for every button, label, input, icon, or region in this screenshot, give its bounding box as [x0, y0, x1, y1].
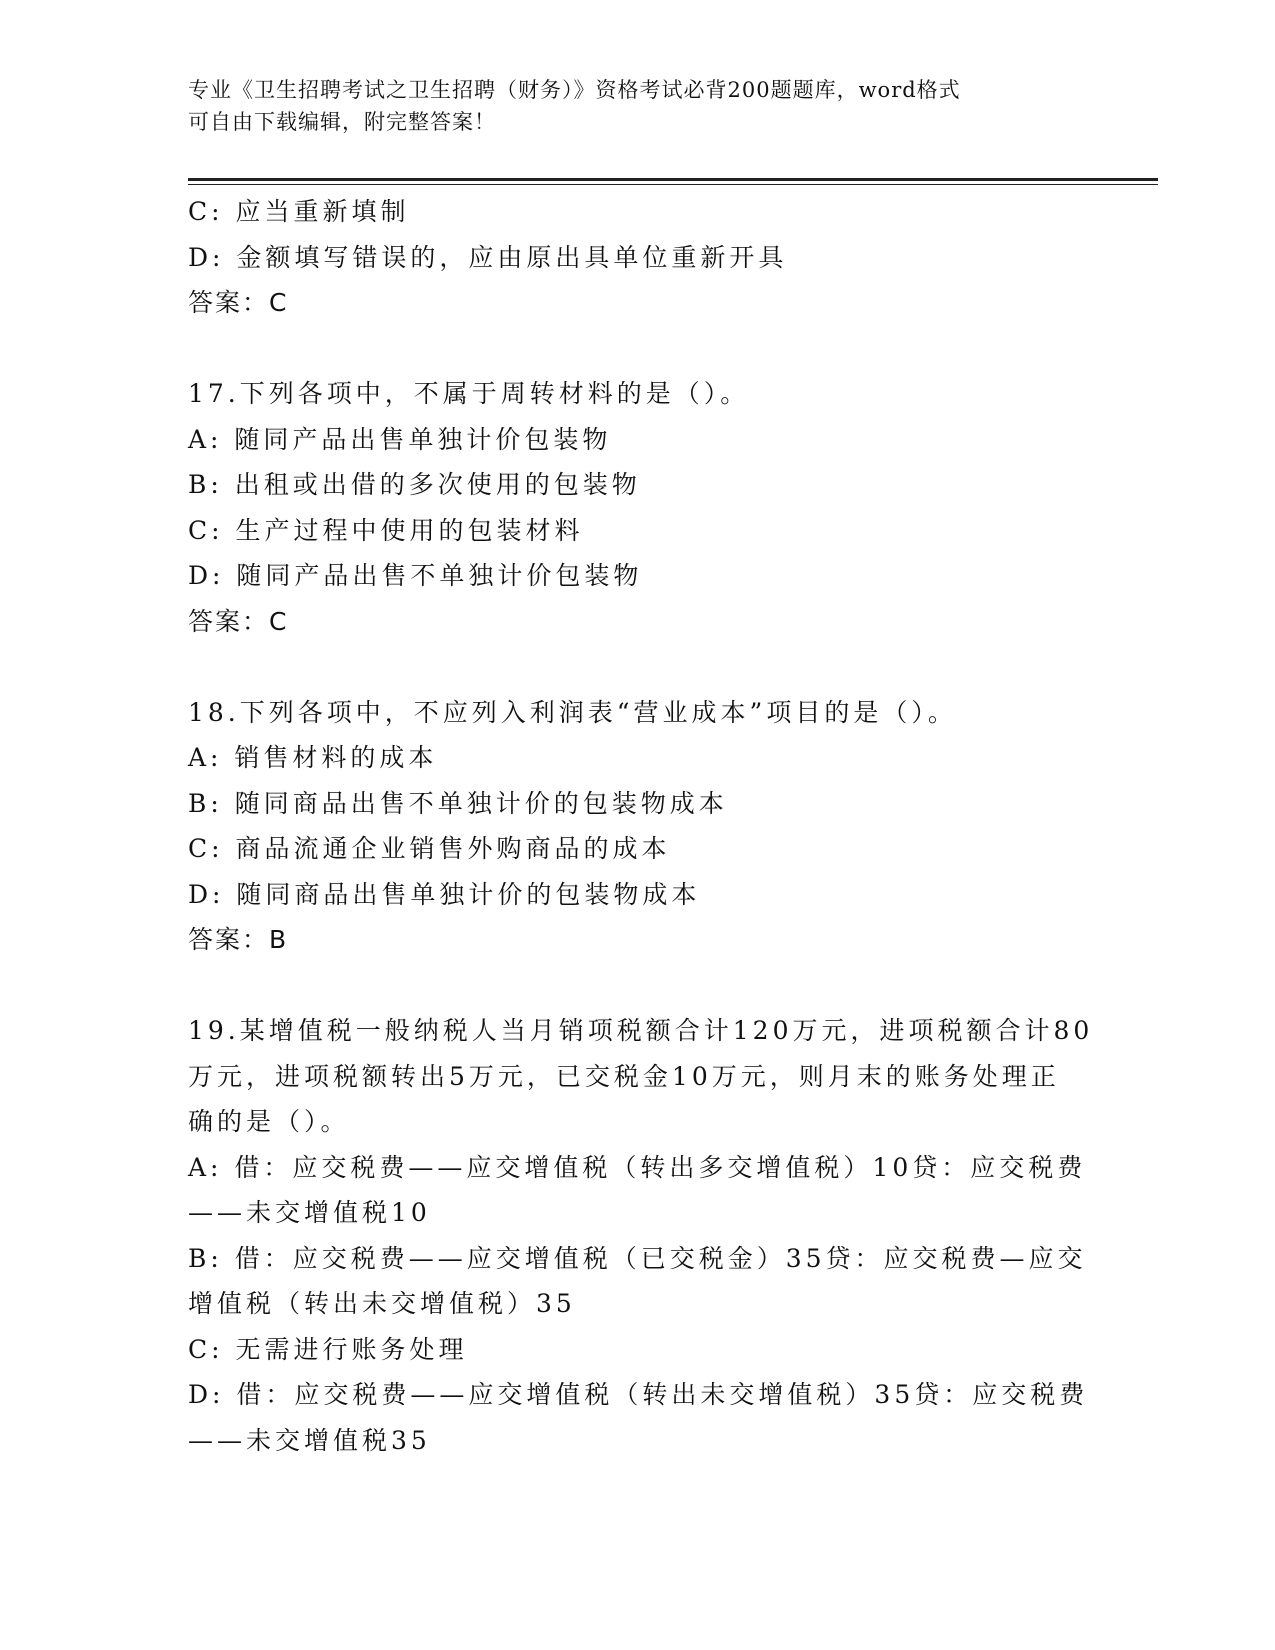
question-stem-line-1: 19.某增值税一般纳税人当月销项税额合计120万元，进项税额合计80 — [188, 1016, 1094, 1045]
question-stem: 18.下列各项中，不应列入利润表“营业成本”项目的是（）。 — [188, 697, 957, 727]
option-d-line-2: ——未交增值税35 — [188, 1425, 431, 1455]
option-a-line-2: ——未交增值税10 — [188, 1198, 431, 1227]
header-title-line-1: 专业《卫生招聘考试之卫生招聘（财务）》资格考试必背200题题库，word格式 — [188, 78, 961, 102]
option-a-line-1: A: 借：应交税费——应交增值税（转出多交增值税）10贷：应交税费 — [188, 1152, 1087, 1182]
question-stem-line-3: 确的是（）。 — [188, 1107, 350, 1136]
option-c: C: 商品流通企业销售外购商品的成本 — [188, 834, 671, 863]
answer: 答案：C — [188, 606, 289, 636]
previous-question-continuation — [188, 189, 1088, 326]
option-b-line-2: 增值税（转出未交增值税）35 — [188, 1289, 576, 1318]
option-c: C: 生产过程中使用的包装材料 — [188, 515, 584, 545]
header-divider-thick — [188, 178, 1158, 181]
option-b: B: 出租或出借的多次使用的包装物 — [188, 470, 641, 499]
option-c: C: 无需进行账务处理 — [188, 1334, 468, 1364]
question-18 — [188, 690, 1088, 963]
document-body — [188, 189, 1094, 1463]
option-a: A: 随同产品出售单独计价包装物 — [188, 424, 612, 454]
spacer — [188, 326, 1088, 372]
option-d-line-1: D: 借：应交税费——应交增值税（转出未交增值税）35贷：应交税费 — [188, 1380, 1089, 1409]
option-a: A: 销售材料的成本 — [188, 743, 438, 772]
question-17 — [188, 371, 1088, 644]
answer: 答案：C — [188, 288, 289, 317]
option-d: D: 随同产品出售不单独计价包装物 — [188, 561, 643, 590]
document-header — [188, 74, 1088, 138]
option-b: B: 随同商品出售不单独计价的包装物成本 — [188, 788, 728, 818]
spacer — [188, 644, 1088, 690]
option-d: D: 金额填写错误的，应由原出具单位重新开具 — [188, 242, 788, 272]
answer: 答案：B — [188, 925, 289, 954]
option-d: D: 随同商品出售单独计价的包装物成本 — [188, 879, 701, 909]
question-stem: 17.下列各项中，不属于周转材料的是（）。 — [188, 379, 750, 408]
question-stem-line-2: 万元，进项税额转出5万元，已交税金10万元，则月末的账务处理正 — [188, 1061, 1060, 1091]
option-b-line-1: B: 借：应交税费——应交增值税（已交税金）35贷：应交税费—应交 — [188, 1243, 1087, 1273]
header-divider-thin — [188, 184, 1158, 185]
header-title-line-2: 可自由下载编辑，附完整答案！ — [188, 110, 496, 134]
option-c: C: 应当重新填制 — [188, 197, 410, 226]
spacer — [188, 963, 1088, 1009]
question-19 — [188, 1008, 1094, 1463]
